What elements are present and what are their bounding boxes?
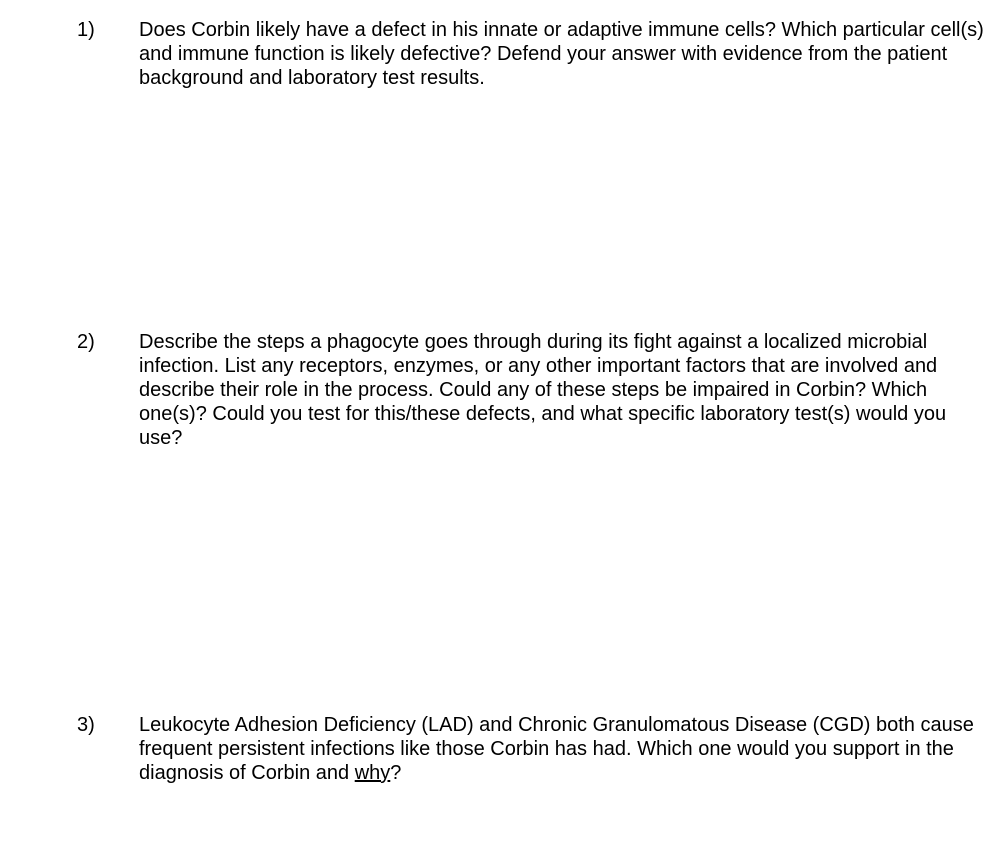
question-text: Does Corbin likely have a defect in his innate or adaptive immune cells? Which particular cell(s) and immune function is likely defective? Defend your answer with evidence from the patient background and laboratory test results. <box>139 19 984 89</box>
question-number: 2) <box>77 331 95 353</box>
question-text <box>139 713 989 785</box>
question-number: 1) <box>77 19 95 41</box>
underlined-word: why <box>354 762 391 784</box>
question-number: 3) <box>77 714 95 736</box>
question-text: Describe the steps a phagocyte goes through during its fight against a localized microbial infection. List any receptors, enzymes, or any other important factors that are involved and describe their role in the process. Could any of these steps be impaired in Corbin? Which one(s)? Could you test for this/these defects, and what specific laboratory test(s) would you use? <box>139 331 947 449</box>
question-text-main: Leukocyte Adhesion Deficiency (LAD) and Chronic Granulomatous Disease (CGD) both cause frequent persistent infections like those Corbin has had. Which one would you support in the diagnosis of Corbin and <box>139 714 974 784</box>
question-mark: ? <box>390 762 402 784</box>
